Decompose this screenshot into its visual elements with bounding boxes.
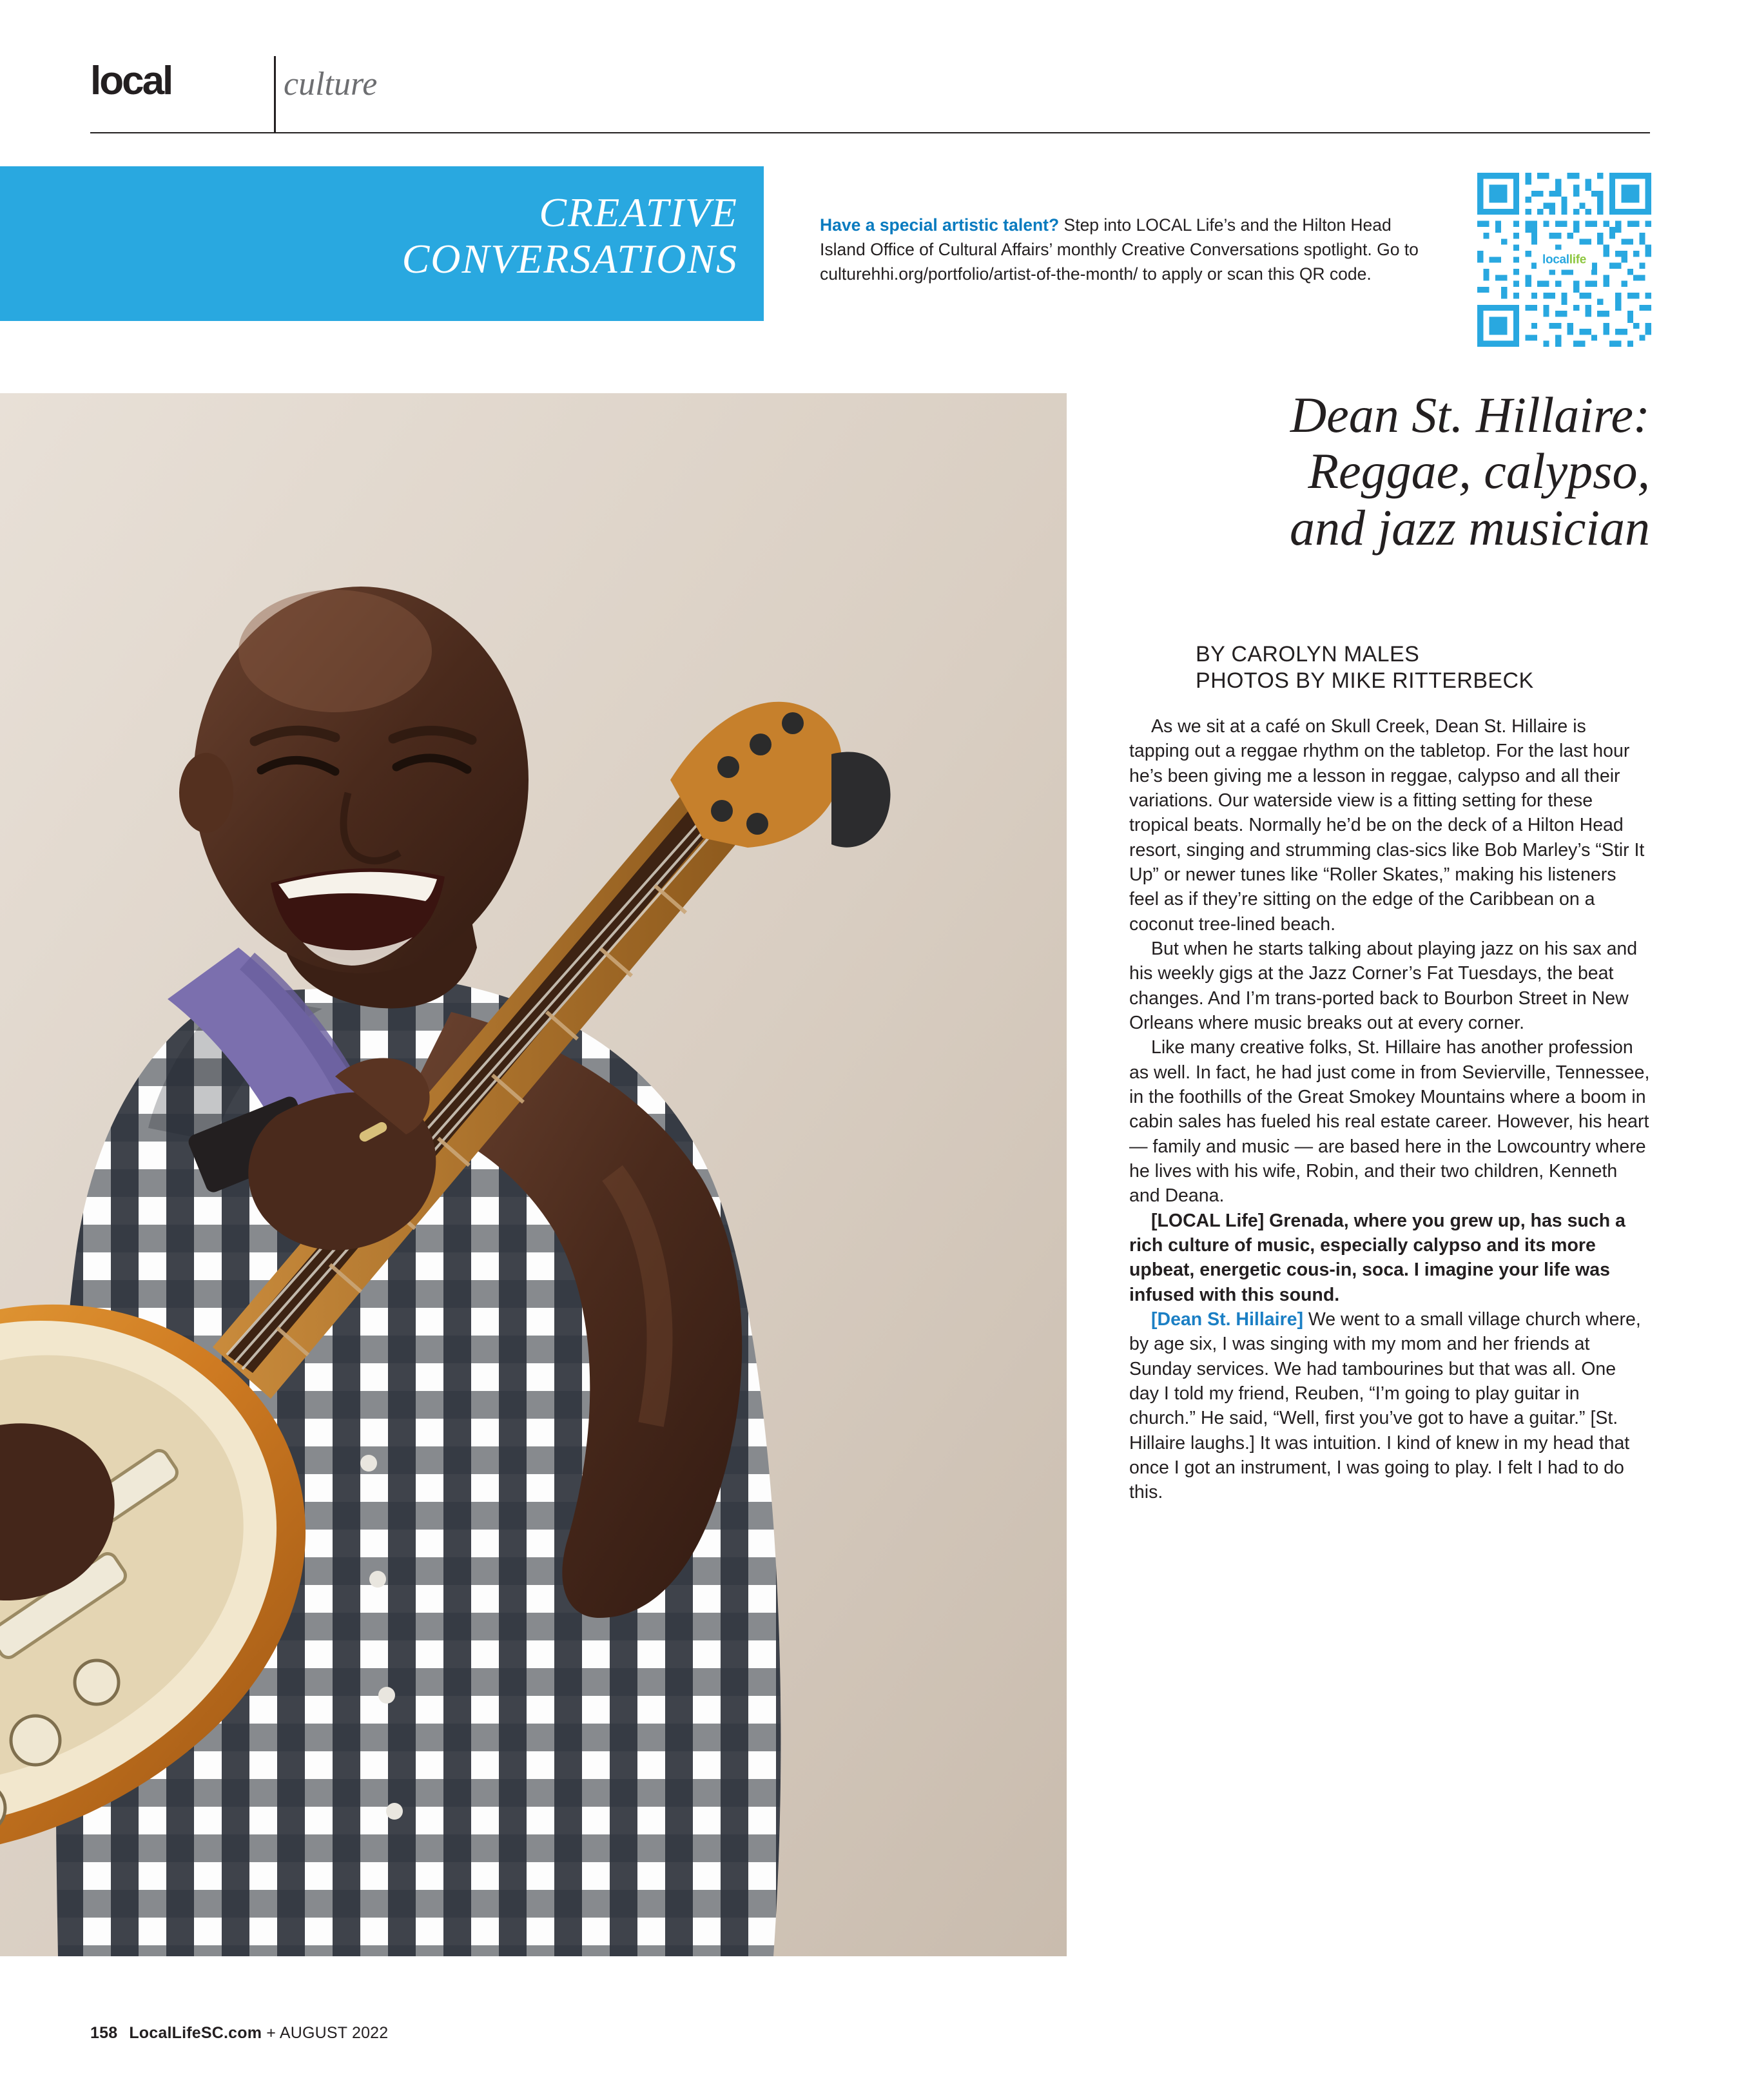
article-photo: [0, 393, 1067, 1956]
footer-issue: AUGUST 2022: [279, 2024, 389, 2042]
blurb-lead: Have a special artistic talent?: [820, 215, 1060, 235]
qr-code[interactable]: [1477, 173, 1651, 347]
author-byline: BY CAROLYN MALES: [1196, 642, 1420, 666]
footer-separator: +: [266, 2024, 277, 2042]
qr-code-logo-label: [1537, 250, 1592, 270]
question-speaker: [LOCAL Life]: [1151, 1210, 1265, 1231]
decorative-dropcap: a: [1141, 695, 1237, 909]
footer-site: LocalLifeSC.com: [129, 2024, 262, 2042]
headline-line-3: and jazz musician: [1289, 499, 1650, 556]
byline-block: [1196, 641, 1650, 695]
body-paragraph: As we sit at a café on Skull Creek, Dean St. Hillaire is tapping out a reggae rhythm on the tabletop. For the last hour he’s been giving me a lesson in reggae, calypso and all their variations. Our waterside view is a fitting setting for these tropical beats. Normally he’d be on the deck of a Hilton Head resort, singing and strumming clas‑sics like Bob Marley’s “Stir It Up” or newer tunes like “Roller Skates,” making his listeners feel as if they’re sitting on the edge of the Caribbean on a coconut tree‑lined beach.: [1129, 716, 1645, 935]
section-label: culture: [284, 66, 378, 102]
body-paragraph: Like many creative folks, St. Hillaire has another profession as well. In fact, he had just come in from Sevierville, Tennessee, in the foothills of the Great Smokey Mountains where a boom in cabin sales has fueled his real estate career. However, his heart — family and music — are based here in the Lowcountry where he lives with his wife, Robin, and their two children, Kenneth and Deana.: [1129, 1037, 1650, 1207]
page-number: 158: [90, 2024, 118, 2042]
masthead-divider: [274, 56, 276, 133]
body-paragraph: But when he starts talking about playing jazz on his sax and his weekly gigs at the Jazz Corner’s Fat Tuesdays, the beat changes. And I’m trans‑ported back to Bourbon Street in New Orleans where music breaks out at every corner.: [1129, 938, 1638, 1033]
interview-question: [LOCAL Life] Grenada, where you grew up, has such a rich culture of music, especially calypso and its more upbeat, energetic cous‑in, soca. I imagine your life was infused with this sound.: [1129, 1210, 1625, 1305]
blurb-body: Step into LOCAL Life’s and the Hilton Head Island Office of Cultural Affairs’ monthly Creative Conversations spotlight. Go to culturehhi.org/portfolio/artist‑of‑the‑month/ to apply or scan this QR code.: [820, 215, 1419, 284]
photo-credit: PHOTOS BY MIKE RITTERBECK: [1196, 668, 1534, 694]
brand-wordmark: local: [90, 59, 172, 103]
banner-title: [93, 190, 738, 282]
call-for-artists-blurb: [820, 213, 1429, 286]
qr-label-secondary: life: [1569, 253, 1587, 267]
photo-illustration: [0, 393, 1067, 1956]
banner-title-line2: CONVERSATIONS: [402, 235, 738, 282]
article-body: [1129, 714, 1650, 1505]
creative-conversations-banner: [0, 166, 764, 321]
headline-line-1: Dean St. Hillaire:: [1290, 387, 1650, 443]
article-headline: [1121, 387, 1650, 556]
page-footer: [90, 2024, 388, 2043]
banner-title-line1: CREATIVE: [539, 190, 738, 235]
qr-label-primary: local: [1542, 253, 1569, 267]
masthead-rule: [90, 132, 1650, 133]
answer-speaker: [Dean St. Hillaire]: [1151, 1308, 1303, 1330]
interview-answer: [Dean St. Hillaire] We went to a small village church where, by age six, I was singing with my mom and her friends at Sunday services. We had tambourines but that was all. One day I told my friend, Reuben, “I’m going to play guitar in church.” He said, “Well, first you’ve got to have a guitar.” [St. Hillaire laughs.] It was intuition. I kind of knew in my head that once I got an instrument, I was going to play. I felt I had to do this.: [1129, 1308, 1641, 1503]
masthead: [90, 61, 1650, 126]
headline-line-2: Reggae, calypso,: [1308, 443, 1650, 500]
